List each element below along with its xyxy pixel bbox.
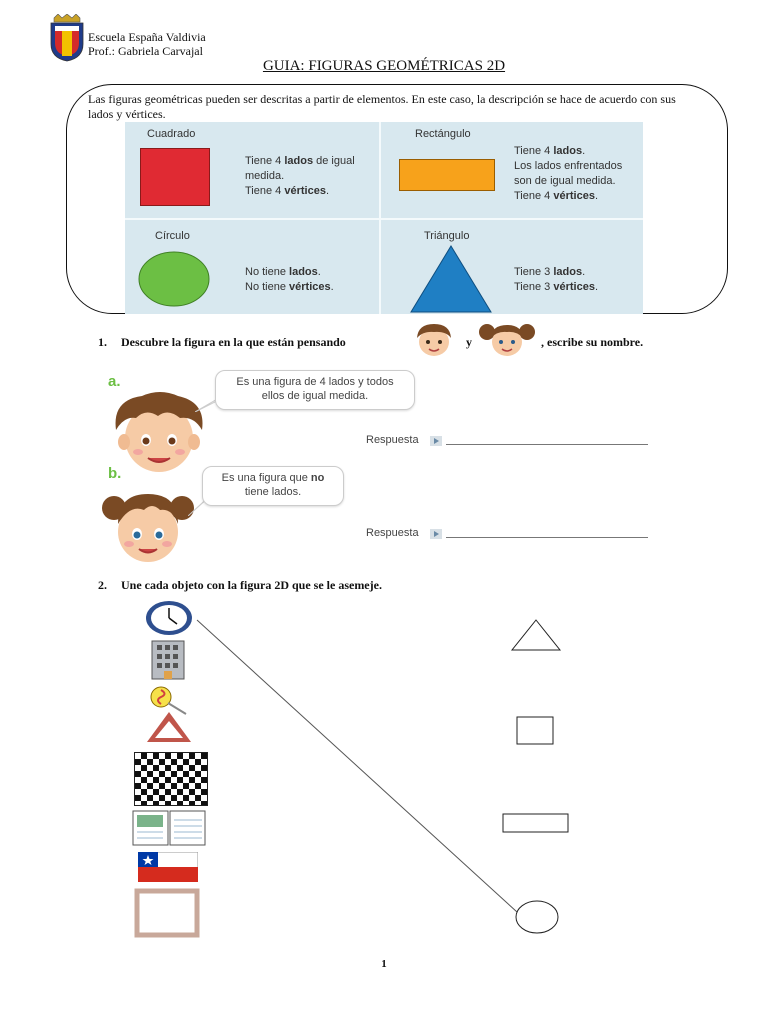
circle-desc-part: No tiene — [245, 266, 290, 278]
circle-title: Círculo — [155, 230, 190, 242]
square-outline[interactable] — [516, 716, 556, 746]
question-1-text-end: , escribe su nombre. — [541, 335, 644, 349]
triangle-desc-part: . — [594, 281, 598, 293]
rectangle-desc-part: Tiene 4 — [514, 190, 554, 202]
rectangle-title: Rectángulo — [415, 128, 471, 140]
intro-text: Las figuras geométricas pueden ser descritas a partir de elementos. En este caso, la descripción se hace de acuerdo con sus lados y vértices. — [88, 92, 676, 121]
page-title: GUIA: FIGURAS GEOMÉTRICAS 2D — [262, 58, 506, 74]
question-1-text: Descubre la figura en la que están pensando — [121, 335, 346, 349]
bubble-b-bold: no — [310, 472, 325, 484]
circle-desc-bold: lados — [289, 266, 318, 278]
rectangle-desc-part: son de igual medida. — [514, 175, 616, 187]
rectangle-desc-bold: lados — [553, 145, 583, 157]
circle-desc-part: . — [317, 266, 321, 278]
square-desc-part: medida. — [245, 170, 285, 182]
bubble-b-text: Es una figura que — [221, 472, 311, 484]
teacher-name: Prof.: Gabriela Carvajal — [88, 44, 203, 58]
bubble-a-line: Es una figura de 4 lados y todos — [236, 376, 394, 388]
square-desc-bold: vértices — [284, 185, 326, 197]
rectangle-desc-part: Los lados enfrentados — [514, 160, 623, 172]
bubble-a-line: ellos de igual medida. — [261, 390, 369, 402]
triangle-desc-part: . — [582, 266, 586, 278]
warning-triangle-icon[interactable] — [145, 710, 193, 744]
square-desc-part: Tiene 4 — [245, 155, 285, 167]
question-2-number: 2. — [98, 578, 107, 592]
question-1-number: 1. — [98, 335, 107, 349]
square-desc-part: Tiene 4 — [245, 185, 285, 197]
item-a-letter: a. — [108, 373, 121, 390]
rectangle-outline[interactable] — [502, 812, 570, 834]
clock-icon[interactable] — [145, 600, 193, 636]
answer-a-label: Respuesta — [366, 434, 419, 446]
bubble-b-line: tiene lados. — [244, 486, 302, 498]
question-1-and: y — [466, 335, 472, 349]
item-b-letter: b. — [108, 465, 122, 482]
circle-desc-part: No tiene — [245, 281, 290, 293]
circle-desc-bold: vértices — [289, 281, 331, 293]
rectangle-desc-part: . — [594, 190, 598, 202]
question-2-text: Une cada objeto con la figura 2D que se le asemeje. — [121, 578, 382, 592]
school-name: Escuela España Valdivia — [88, 30, 206, 44]
page-number: 1 — [381, 958, 387, 970]
rectangle-desc-part: Tiene 4 — [514, 145, 554, 157]
chile-flag-icon[interactable] — [138, 852, 198, 882]
building-icon[interactable] — [150, 640, 186, 680]
triangle-outline[interactable] — [510, 618, 562, 652]
triangle-desc-part: Tiene 3 — [514, 281, 554, 293]
match-line — [197, 620, 517, 912]
book-icon[interactable] — [132, 810, 206, 846]
rectangle-desc-part: . — [582, 145, 586, 157]
triangle-desc-part: Tiene 3 — [514, 266, 554, 278]
triangle-title: Triángulo — [424, 230, 470, 242]
frame-icon[interactable] — [134, 888, 200, 938]
checkerboard-icon[interactable] — [134, 752, 208, 806]
square-desc-part: de igual — [313, 155, 355, 167]
square-desc-part: . — [325, 185, 329, 197]
circle-outline[interactable] — [514, 899, 560, 935]
rectangle-desc-bold: vértices — [553, 190, 595, 202]
triangle-desc-bold: vértices — [553, 281, 595, 293]
square-title: Cuadrado — [147, 128, 196, 140]
triangle-desc-bold: lados — [553, 266, 583, 278]
answer-b-label: Respuesta — [366, 527, 419, 539]
circle-desc-part: . — [330, 281, 334, 293]
square-desc-bold: lados — [284, 155, 314, 167]
